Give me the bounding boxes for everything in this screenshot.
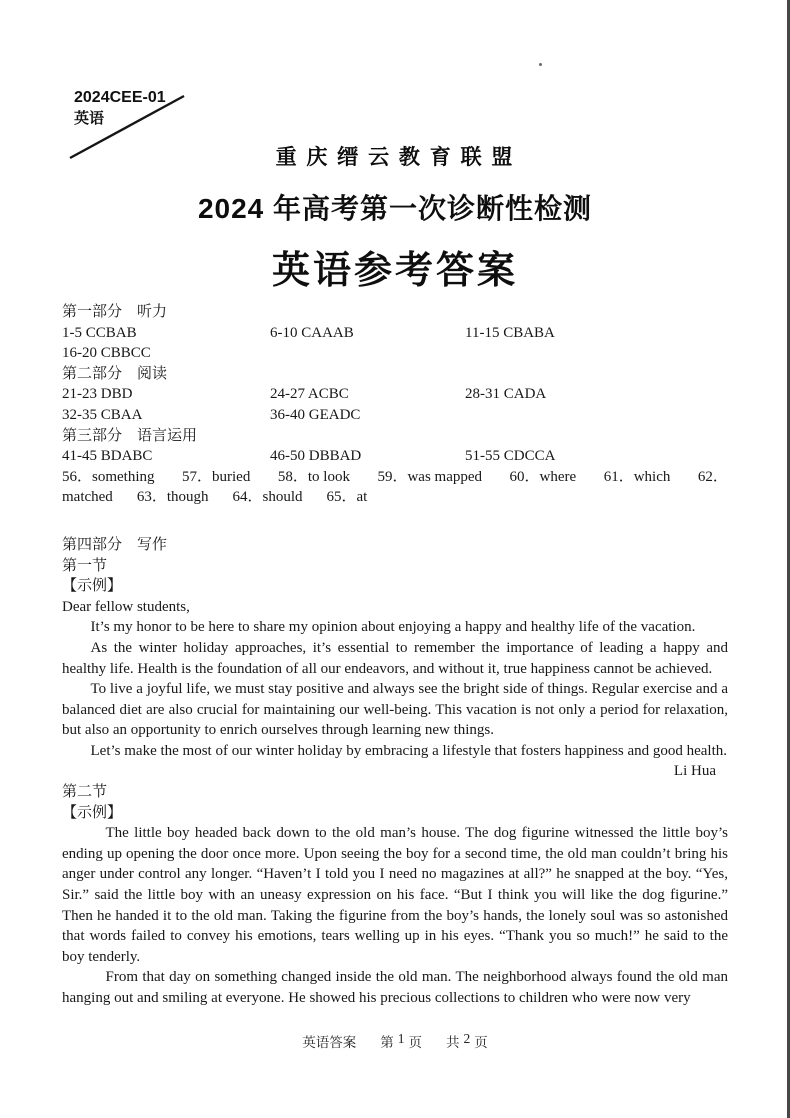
fill-item: 58．to look <box>277 468 350 485</box>
answer-row: 16-20 CBBCC <box>62 345 151 362</box>
answer-cell: 21-23 DBD <box>62 386 133 403</box>
fill-item: 57．buried <box>182 468 251 485</box>
fill-item: 62． <box>697 468 728 485</box>
stray-dot <box>539 63 542 66</box>
essay1-paragraph: To live a joyful life, we must stay positive and always see the bright side of things. Regular exercise and a balanced diet are also crucial for maintaining our well-being. This vacation is not only a period for relaxation, but also an opportunity to enrich ourselves through learning new things. <box>62 681 728 739</box>
part4-heading: 第四部分 写作 <box>62 536 168 553</box>
answer-cell: 24-27 ACBC <box>270 386 349 403</box>
footer-page-word: 第 <box>380 1035 394 1050</box>
fill-item: 56．something <box>62 468 155 485</box>
answer-cell: 51-55 CDCCA <box>465 448 556 465</box>
part2-heading: 第二部分 阅读 <box>62 365 168 382</box>
footer-page-number: 1 <box>397 1031 405 1046</box>
fill-item: 59．was mapped <box>377 468 483 485</box>
answer-row <box>62 384 728 405</box>
part1-heading: 第一部分 听力 <box>62 304 168 320</box>
fill-blank-line-1 <box>62 467 728 488</box>
exam-code: 2024CEE-01 <box>74 89 166 106</box>
organization-title: 重 庆 缙 云 教 育 联 盟 <box>275 146 515 169</box>
answer-key-title: 英语参考答案 <box>271 250 518 292</box>
page-footer <box>0 1031 790 1051</box>
footer-doc-label: 英语答案 <box>302 1035 357 1050</box>
answer-row <box>62 446 728 467</box>
footer-total-word: 页 <box>474 1035 488 1050</box>
essay2 <box>62 823 728 1008</box>
part3-heading: 第三部分 语言运用 <box>62 427 198 444</box>
answer-row <box>62 323 728 344</box>
section2-label: 第二节 <box>62 784 108 801</box>
answer-cell: 28-31 CADA <box>465 386 547 403</box>
answer-cell: 11-15 CBABA <box>465 324 555 341</box>
essay2-paragraph: The little boy headed back down to the old man’s house. The dog figurine witnessed the little boy’s ending up opening the door once more. Upon seeing the boy for a second time, the old man couldn’t bring his anger under control any longer. “Haven’t I told you I need no magazines at all?” he snapped at the boy. “Yes, Sir.” said the little boy with an uneasy expression on his face. “But I think you will like the dog figurine.” Then he handed it to the old man. Taking the figurine from the boy’s hands, the lonely soul was so astonished that words failed to convey his emotions, tears welling up in his eyes. “Thank you so much!” he said to the boy tenderly. <box>62 825 728 965</box>
answer-cell: 36-40 GEADC <box>270 406 361 423</box>
essay1-paragraph: It’s my honor to be here to share my opinion about enjoying a happy and healthy life of the vacation. <box>90 619 696 636</box>
footer-total-word: 共 <box>446 1035 460 1050</box>
fill-item: matched <box>62 489 113 506</box>
answer-cell: 41-45 BDABC <box>62 448 153 465</box>
essay2-paragraph: From that day on something changed inside the old man. The neighborhood always found the old man hanging out and smiling at everyone. He showed his precious collections to children who were now very <box>62 969 728 1006</box>
fill-item: 61．which <box>603 468 671 485</box>
answer-cell <box>465 405 728 426</box>
essay1-signature: Li Hua <box>673 763 716 780</box>
essay1-paragraph: Let’s make the most of our winter holiday by embracing a lifestyle that fosters happiness and good health. <box>90 742 728 759</box>
answer-cell: 6-10 CAAAB <box>270 324 354 341</box>
answer-cell: 46-50 DBBAD <box>270 448 362 465</box>
answer-row <box>62 405 728 426</box>
exam-title: 2024 年高考第一次诊断性检测 <box>197 193 593 224</box>
answer-content <box>62 302 728 1009</box>
section1-label: 第一节 <box>62 557 108 574</box>
sample2-label: 【示例】 <box>62 804 123 821</box>
essay1-paragraph: As the winter holiday approaches, it’s essential to remember the importance of leading a happy and healthy life. Health is the foundation of all our endeavors, and without it, true happiness cannot be achieved. <box>62 639 728 677</box>
fill-item: 64．should <box>232 489 303 506</box>
essay1 <box>62 597 728 782</box>
footer-page-word: 页 <box>408 1035 422 1050</box>
fill-item: 60．where <box>509 468 577 485</box>
corner-label <box>74 88 166 128</box>
sample1-label: 【示例】 <box>62 578 123 595</box>
document-header <box>0 141 790 294</box>
fill-item: 65．at <box>326 489 368 506</box>
fill-item: 63．though <box>136 489 209 506</box>
answer-cell: 32-35 CBAA <box>62 406 143 423</box>
footer-total-number: 2 <box>463 1031 471 1046</box>
exam-subject: 英语 <box>74 110 105 128</box>
answer-cell: 1-5 CCBAB <box>62 324 137 341</box>
essay1-salutation: Dear fellow students, <box>62 598 190 615</box>
fill-blank-line-2 <box>62 487 728 508</box>
